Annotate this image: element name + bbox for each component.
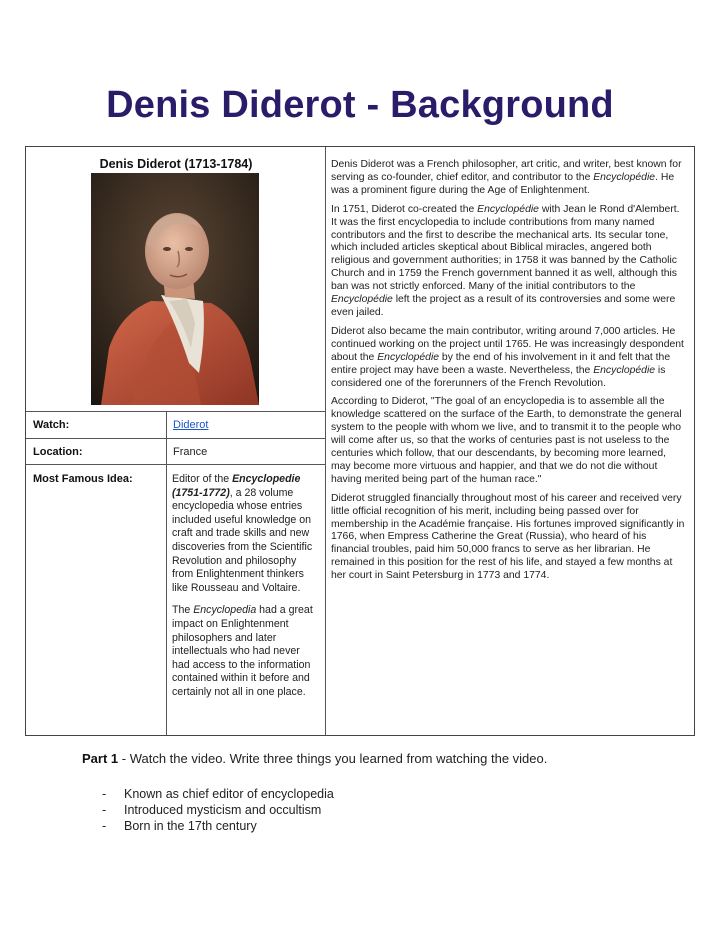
answer-list — [102, 786, 334, 834]
info-table — [25, 146, 695, 736]
page-title: Denis Diderot - Background — [106, 84, 614, 126]
bio-paragraph: According to Diderot, "The goal of an encyclopedia is to assemble all the knowledge scattered on the surface of the Earth, to demonstrate the general system to the people with whom we live, and to transmit it to the people who will come after us, so that the works of centuries past is not useless to the centuries which follow, that our descendants, by becoming more learned, may become more virtuous and happier, and that we do not die without having merited being part of the human race." — [331, 396, 682, 485]
bio-paragraph — [331, 326, 687, 391]
bio-emphasis: Encyclopédie — [331, 294, 393, 306]
idea-text: had a great impact on Enlightenment philosophers and later intellectuals who had never had access to the information contained within it before and certainly not all in one place. — [172, 604, 313, 698]
bio-paragraph — [331, 204, 687, 320]
watch-video-link[interactable]: Diderot — [173, 419, 209, 431]
idea-paragraph — [172, 473, 320, 595]
label-divider — [166, 411, 167, 735]
row-divider — [26, 411, 325, 412]
bio-emphasis: Encyclopédie — [593, 171, 656, 183]
bio-paragraph: Diderot struggled financially throughout most of his career and received very little official recognition of his merit, including being passed over for membership in the Académie française. His fortunes improved significantly in 1766, when Empress Catherine the Great (Russia), who heard of his financial troubles, paid him 50,000 francs to serve as her librarian. He remained in this position for the rest of his life, and stayed a few months at her court in Saint Petersburg in 1773 and 1774. — [331, 492, 685, 582]
list-item — [102, 818, 334, 834]
famous-idea-text — [172, 473, 320, 709]
answer-text: Born in the 17th century — [124, 819, 257, 833]
row-divider — [26, 438, 325, 439]
bio-paragraph — [331, 159, 687, 198]
part1-text: - Watch the video. Write three things you learned from watching the video. — [118, 751, 548, 766]
bio-text: In 1751, Diderot co-created the — [331, 203, 478, 215]
list-item — [102, 802, 334, 818]
idea-emphasis: Encyclopedia — [193, 604, 257, 617]
portrait-caption: Denis Diderot (1713-1784) — [99, 157, 253, 171]
watch-label: Watch: — [33, 419, 70, 431]
location-value: France — [173, 446, 208, 458]
bio-emphasis: Encyclopédie — [477, 203, 539, 215]
idea-text: , a 28 volume encyclopedia whose entries included useful knowledge on craft and trade skills and new discoveries from the Scientific Revolution and philosophy from Enlightenment thinkers like Rousseau and Voltaire. — [172, 486, 313, 594]
bio-text: with Jean le Rond d'Alembert. It was the first encyclopedia to include contributions from many named contributors and the first to describe the mechanical arts. Its secular tone, which included articles skeptical about Biblical miracles, angered both religious and government authorities; in 1758 it was banned by the Catholic Church and in 1759 the French government banned it as well, although this ban was not strictly enforced. Many of the initial contributors to the — [331, 203, 680, 293]
bio-text: by the end of his involvement in it and felt that the entire project may have been a waste. Nevertheless, the — [331, 351, 671, 376]
idea-emphasis: Encyclopedie (1751-1772) — [172, 473, 301, 499]
row-divider — [26, 464, 325, 465]
bullet-dash: - — [102, 787, 107, 801]
bio-text: left the project as a result of its controversies and some were even jailed. — [331, 294, 676, 318]
bullet-dash: - — [102, 803, 107, 817]
column-divider — [325, 147, 326, 735]
idea-text: Editor of the — [172, 473, 233, 485]
biography-text — [331, 159, 687, 589]
idea-paragraph — [172, 604, 320, 699]
answer-text: Known as chief editor of encyclopedia — [124, 787, 334, 801]
bio-emphasis: Encyclopédie — [377, 351, 440, 363]
part1-instructions — [82, 751, 547, 766]
bio-text: is considered one of the forerunners of the French Revolution. — [331, 364, 666, 389]
idea-text: The — [172, 604, 194, 617]
bio-text: Denis Diderot was a French philosopher, art critic, and writer, best known for serving as co-founder, chief editor, and contributor to the — [331, 159, 682, 183]
list-item — [102, 786, 334, 802]
portrait-image — [91, 173, 259, 405]
answer-text: Introduced mysticism and occultism — [124, 803, 322, 817]
location-label: Location: — [33, 446, 83, 458]
bio-text: Diderot also became the main contributor, writing around 7,000 articles. He continued working on the project until 1765. He was increasingly despondent about the — [331, 325, 684, 363]
famous-idea-label: Most Famous Idea: — [33, 473, 133, 485]
bio-emphasis: Encyclopédie — [593, 364, 656, 376]
part1-label: Part 1 — [82, 751, 119, 766]
bullet-dash: - — [102, 819, 107, 833]
bio-text: . He was a prominent figure during the Age of Enlightenment. — [331, 171, 675, 196]
